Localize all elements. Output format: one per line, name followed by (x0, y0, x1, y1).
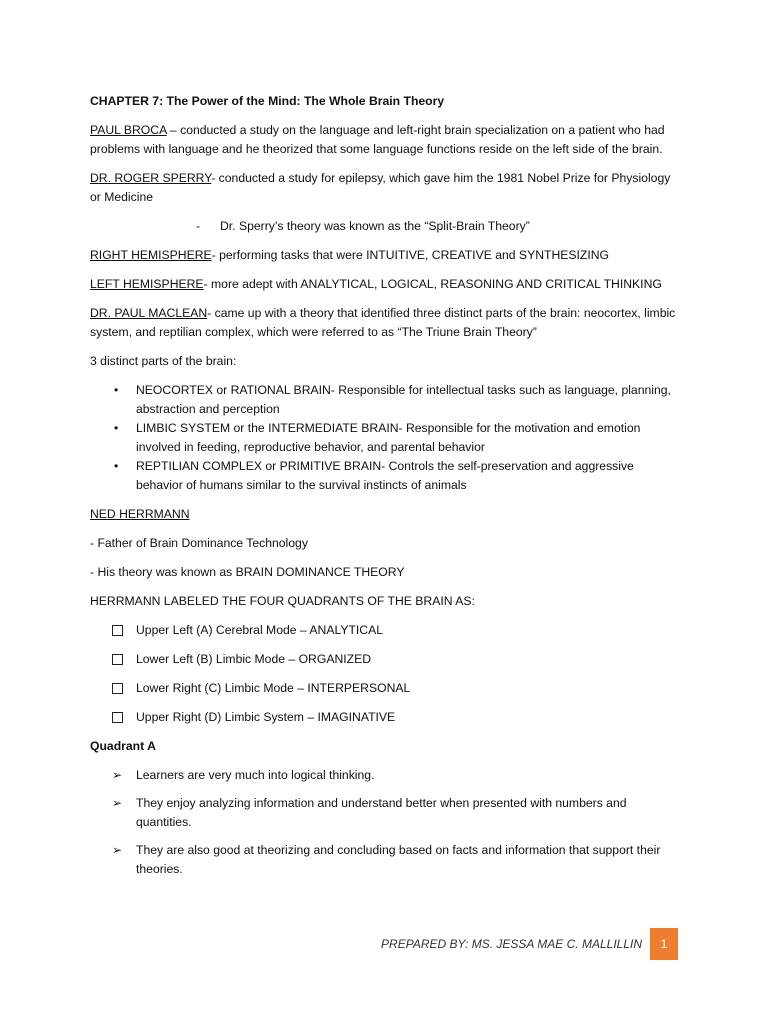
list-item (90, 650, 680, 669)
maclean-term: DR. PAUL MACLEAN (90, 306, 208, 320)
checkbox-square-icon (112, 712, 123, 723)
arrow-bullet-icon: ➢ (112, 796, 123, 810)
broca-text: – conducted a study on the language and left-right brain specialization on a patient who had problems with language and he theorized that some language functions reside on the left side of the brain. (90, 123, 665, 156)
list-item-text: They are also good at theorizing and concluding based on facts and information that support their theories. (136, 843, 661, 876)
prepared-by: PREPARED BY: MS. JESSA MAE C. MALLILLIN (381, 937, 642, 951)
list-item (90, 419, 680, 457)
left-hemisphere-term: LEFT HEMISPHERE (90, 277, 204, 291)
page-number-badge: 1 (650, 928, 678, 960)
quadrants-heading: HERRMANN LABELED THE FOUR QUADRANTS OF THE BRAIN AS: (90, 594, 475, 608)
list-item-text: NEOCORTEX or RATIONAL BRAIN- Responsible for intellectual tasks such as language, planning, abstraction and perception (136, 383, 671, 416)
sperry-paragraph (90, 169, 680, 207)
quadrant-a-heading: Quadrant A (90, 739, 156, 753)
arrow-bullet-icon: ➢ (112, 843, 123, 857)
checkbox-square-icon (112, 625, 123, 636)
maclean-paragraph (90, 304, 680, 342)
page-footer (381, 928, 678, 960)
left-hemisphere-text: - more adept with ANALYTICAL, LOGICAL, REASONING AND CRITICAL THINKING (203, 277, 662, 291)
list-item (90, 679, 680, 698)
bullet-icon: • (114, 383, 119, 397)
list-item (90, 621, 680, 640)
checkbox-square-icon (112, 654, 123, 665)
chapter-title: CHAPTER 7: The Power of the Mind: The Whole Brain Theory (90, 94, 445, 108)
list-item (90, 457, 680, 495)
list-item (90, 708, 680, 727)
bullet-icon: • (114, 459, 119, 473)
list-item-text: LIMBIC SYSTEM or the INTERMEDIATE BRAIN- Responsible for the motivation and emotion involved in feeding, reproductive behavior, and parental behavior (136, 421, 641, 454)
right-hemisphere-term: RIGHT HEMISPHERE (90, 248, 212, 262)
list-item-text: They enjoy analyzing information and understand better when presented with numbers and quantities. (136, 796, 627, 829)
document-body (90, 92, 680, 888)
list-item-text: Upper Left (A) Cerebral Mode – ANALYTICAL (136, 623, 384, 637)
list-item (90, 841, 680, 879)
sperry-subitem-text: Dr. Sperry’s theory was known as the “Split-Brain Theory” (220, 219, 530, 233)
broca-term: PAUL BROCA (90, 123, 167, 137)
broca-paragraph (90, 121, 680, 159)
checkbox-square-icon (112, 683, 123, 694)
left-hemisphere-paragraph (90, 275, 680, 294)
list-item-text: Lower Left (B) Limbic Mode – ORGANIZED (136, 652, 372, 666)
maclean-text: - came up with a theory that identified three distinct parts of the brain: neocortex, limbic system, and reptilian complex, which were referred to as “The Triune Brain Theory” (90, 306, 676, 339)
list-item (90, 794, 680, 832)
brain-parts-list (90, 381, 680, 495)
parts-heading: 3 distinct parts of the brain: (90, 354, 237, 368)
arrow-bullet-icon: ➢ (112, 768, 123, 782)
sperry-text: - conducted a study for epilepsy, which gave him the 1981 Nobel Prize for Physiology or Medicine (90, 171, 671, 204)
list-item (90, 766, 680, 785)
herrmann-line-1: - Father of Brain Dominance Technology (90, 536, 308, 550)
sperry-subitem (90, 217, 680, 236)
right-hemisphere-paragraph (90, 246, 680, 265)
herrmann-term: NED HERRMANN (90, 507, 190, 521)
list-item (90, 381, 680, 419)
list-item-text: Upper Right (D) Limbic System – IMAGINATIVE (136, 710, 396, 724)
right-hemisphere-text: - performing tasks that were INTUITIVE, CREATIVE and SYNTHESIZING (211, 248, 609, 262)
sperry-term: DR. ROGER SPERRY (90, 171, 212, 185)
dash-marker: - (196, 219, 201, 233)
herrmann-line-2: - His theory was known as BRAIN DOMINANCE THEORY (90, 565, 405, 579)
list-item-text: REPTILIAN COMPLEX or PRIMITIVE BRAIN- Controls the self-preservation and aggressive behavior of humans similar to the survival instincts of animals (136, 459, 634, 492)
list-item-text: Lower Right (C) Limbic Mode – INTERPERSONAL (136, 681, 411, 695)
list-item-text: Learners are very much into logical thinking. (136, 768, 375, 782)
bullet-icon: • (114, 421, 119, 435)
